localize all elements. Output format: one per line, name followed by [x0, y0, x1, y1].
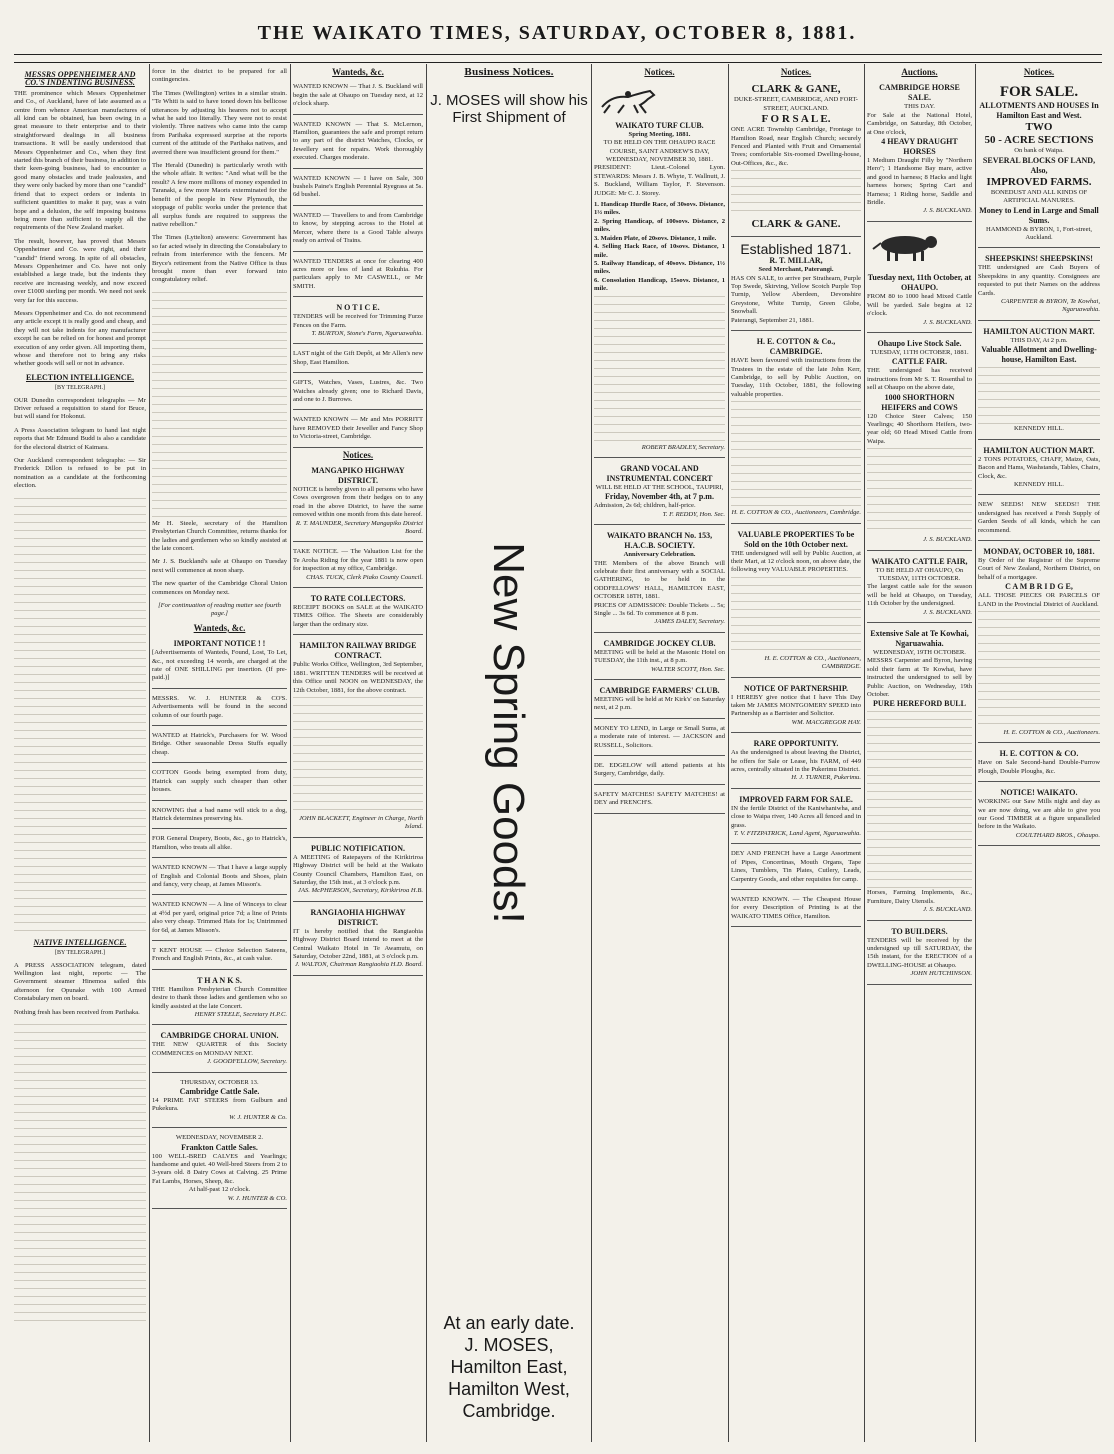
- continuation-note: [For continuation of reading matter see fourth page.]: [158, 602, 281, 618]
- ad-heading: TO RATE COLLECTORS.: [310, 594, 406, 604]
- ad-body: WANTED KNOWN — That S. McLernon, Hamilton, guarantees the safe and prompt return to any part of the district Watches, Clocks, or Jewellery sent for repairs. Work thoroughly executed. Charges moderate.: [293, 120, 423, 162]
- moses-footer: [428, 1312, 590, 1422]
- race-item: 5. Railway Handicap, of 40sovs. Distance, 1½ miles.: [594, 259, 725, 276]
- ad-body: TENDERS will be received by the undersigned up till SATURDAY, the 15th instant, for the ERECTION of a DWELLING-HOUSE at Ohaupo.: [867, 936, 972, 969]
- advertisement: [152, 804, 287, 830]
- ad-heading: C A M B R I D G E,: [1005, 582, 1073, 592]
- column-8: [978, 68, 1100, 1442]
- ad-body: On bank of Waipa.: [1014, 147, 1064, 155]
- advertisement: [293, 347, 423, 373]
- column-rule: [591, 64, 592, 1442]
- article-paragraph: The Times (Lyttelton) answers: Government has so far acted wisely in directing the Constabulary to refrain from interference with the fencers. Mr Bryce's retirement from the Native Office is thus brought more than ever forward into congratulatory relief.: [152, 234, 287, 284]
- ad-heading: Established 1871.: [740, 241, 852, 258]
- ad-subheading: Seed Merchant, Paterangi.: [758, 266, 834, 274]
- ad-body: NOTICE is hereby given to all persons who have Cows overgrown from their hedges on to any road in the above District, to have the same removed within one month from this date hereof.: [293, 486, 423, 519]
- ad-signature: J. GOODFELLOW, Secretary.: [207, 1058, 287, 1066]
- ad-highlight: 4 HEAVY DRAUGHT HORSES: [881, 137, 958, 157]
- ad-body: THE NEW QUARTER of this Society COMMENCES on MONDAY NEXT.: [152, 1041, 287, 1057]
- ad-date: TUESDAY, 11TH OCTOBER, 1881.: [870, 348, 969, 356]
- section-heading: Notices.: [644, 68, 675, 77]
- ad-body: TAKE NOTICE. — The Valuation List for the Te Aroha Riding for the year 1881 is now open for inspection at my office, Cambridge.: [293, 548, 423, 573]
- advertisement: [978, 80, 1100, 248]
- ad-body: HAS ON SALE, to arrive per Strathearn, Purple Top Swede, Skirving, Yellow Scotch Purple Top Turnip, Yellow Aberdeen, Devonshire Greystone, White Turnip, Green Globe, Snowball.: [731, 274, 861, 316]
- ad-body: WANTED TENDERS at once for clearing 400 acres more or less of land at Rukuhia. For particulars apply to Mr CASWELL, or Mr SMITH.: [293, 257, 423, 290]
- article-paragraph: Nothing fresh has been received from Parihaka.: [14, 1008, 140, 1016]
- column-rule: [290, 64, 291, 1442]
- ad-body: THE undersigned has received instructions from Mr S. T. Rosenthal to sell at Ohaupo on the above date,: [867, 367, 972, 392]
- ad-body: ALL THOSE PIECES OR PARCELS OF LAND in the Provincial District of Auckland.: [978, 592, 1100, 608]
- advertisement: [978, 324, 1100, 440]
- advertisement: [867, 80, 972, 221]
- ad-body: MONEY TO LEND, in Large or Small Sums, at a moderate rate of interest. — JACKSON and RUSSELL, Solicitors.: [594, 724, 725, 749]
- article-paragraph: Messrs Oppenheimer and Co. do not recommend any article except it is really good and cheap, and they will not take indents for any manufacturer except he can be relied on for honest and prompt execution of any order given. All importing them, whose and therefore not to bring any risks whether goods will sell or not in advance.: [14, 309, 146, 368]
- ad-body: THE undersigned are Cash Buyers of Sheepskins in any quantity. Consignees are requested to put their Names on the address Cards.: [978, 264, 1100, 297]
- ad-heading: Extensive Sale at Te Kowhai, Ngaruawahia.: [870, 629, 969, 648]
- ad-body: FROM 80 to 1000 head Mixed Cattle Will be yarded. Sale begins at 12 o'clock.: [867, 293, 972, 318]
- ad-heading: NOTICE! WAIKATO.: [1000, 788, 1078, 798]
- ad-signature: J. S. BUCKLAND.: [923, 318, 972, 326]
- article-paragraph: Our Auckland correspondent telegraphs: — Sir Frederick Dillon is refused to be put in nomination as a candidate at the forthcoming election.: [14, 457, 146, 490]
- ad-body: COTTON Goods being exempted from duty, Hatrick can supply such cheaper than other houses.: [152, 769, 287, 794]
- ad-body: TO BE HELD ON THE OHAUPO RACE COURSE, SAINT ANDREW'S DAY, WEDNESDAY, NOVEMBER 30, 1881.: [603, 139, 716, 164]
- ad-body: For Sale at the National Hotel, Cambridge, on Saturday, 8th October, at One o'clock,: [867, 111, 972, 136]
- ad-signature: JOHN HUTCHINSON.: [910, 970, 972, 978]
- ad-body: By Order of the Registrar of the Supreme Court of New Zealand, Northern District, on behalf of a mortgagee.: [978, 556, 1100, 581]
- ad-signature: W. J. HUNTER & CO.: [227, 1194, 287, 1202]
- advertisement: [293, 209, 423, 252]
- ad-signature: CHAS. TUCK, Clerk Piako County Council.: [306, 573, 423, 581]
- ad-body: NEW SEEDS! NEW SEEDS!! THE undersigned has received a Fresh Supply of Garden Seeds of all kinds, which he can recommend.: [978, 501, 1100, 534]
- race-item: 2. Spring Handicap, of 100sovs. Distance, 2 miles.: [594, 217, 725, 234]
- ad-body: WANTED KNOWN — A line of Winceys to clear at 4½d per yard, original price 7d; a line of Prints also very cheap. Trimmed Hats for 1s; Untrimmed for 6d, at James Misson's.: [152, 901, 287, 934]
- ad-heading: MONDAY, OCTOBER 10, 1881.: [983, 546, 1095, 556]
- column-3: [293, 68, 423, 1442]
- ad-subheading: WILL BE HELD AT THE SCHOOL, TAUPIRI,: [595, 483, 724, 491]
- ad-heading: RANGIAOHIA HIGHWAY DISTRICT.: [310, 907, 406, 927]
- article-headline: MESSRS OPPENHEIMER AND CO.'S INDENTING BUSINESS.: [24, 70, 136, 88]
- advertisement: [293, 376, 423, 410]
- ad-body: DEY AND FRENCH have a Large Assortment of Pipes, Concertinas, Mouth Organs, Tape Lines, Tumblers, Tin Plates, Cutlery, Leads, Carpentry Goods, and other requisites for camp.: [731, 850, 861, 883]
- advertisement: [293, 300, 423, 344]
- ad-heading: WAIKATO BRANCH No. 153, H.A.C.B. SOCIETY.: [606, 531, 713, 551]
- ad-body: GIFTS, Watches, Vases, Lustres, &c. Two Watches already given; one to Richard Davis, and one to J. Burrows.: [293, 379, 423, 403]
- advertisement: [867, 554, 972, 623]
- text-block: [293, 695, 423, 815]
- article-paragraph: The new quarter of the Cambridge Choral Union commences on Monday next.: [152, 580, 287, 596]
- ad-body: WANTED KNOWN — Mr and Mrs PORRITT have REMOVED their Jeweller and Fancy Shop to Victoria-street, Cambridge.: [293, 416, 423, 441]
- ad-heading: F O R S A L E.: [761, 113, 831, 126]
- section-headline: NATIVE INTELLIGENCE.: [33, 937, 127, 947]
- advertisement: [152, 766, 287, 800]
- ad-signature: CARPENTER & BYRON, Te Kowhai, Ngaruawahia.: [1000, 298, 1100, 314]
- masthead-rule-bottom: [14, 62, 1102, 63]
- ad-body: IN the fertile District of the Kaniwhaniwha, and close to Waipa river, 140 Acres all fenced and in grass.: [731, 804, 861, 829]
- ad-signature: KENNEDY HILL.: [1014, 480, 1064, 488]
- advertisement: [594, 683, 725, 719]
- advertisement: [594, 636, 725, 680]
- moses-location: Cambridge.: [462, 1401, 556, 1421]
- moses-date-line: At an early date.: [443, 1313, 575, 1333]
- moses-location: Hamilton East,: [450, 1357, 568, 1377]
- advertisement: [152, 692, 287, 726]
- column-7: [867, 68, 972, 1442]
- article-paragraph: THE prominence which Messrs Oppenheimer and Co., of Auckland, have of late assumed as a centre from whence American manufactures of all kind can be obtained, has been owing in a great measure to their enterprise and to their straightforward dealings in all business transactions. It will be easily understood that Messrs Oppenheimer and Co., when they first started this branch of their business, in addition to their keen-going business, had to encounter a good many obstacles and trade jealousies, and they were only backed by more than one "candid" friend that to expect orders or indents in sufficient quantities to make it pay, was a vain hope and a delusion, the self imposing business being more than sufficient to supply all the requirements of the New Zealand market.: [14, 89, 146, 232]
- text-block: [152, 290, 287, 520]
- ad-signature: CLARK & GANE.: [751, 218, 841, 231]
- ad-heading: Tuesday next, 11th October, at OHAUPO.: [867, 273, 972, 293]
- text-block: [594, 294, 725, 444]
- ad-body: MESSRS. W. J. HUNTER & CO'S. Advertisements will be found in the second column of our fourth page.: [152, 694, 287, 719]
- advertisement: [978, 785, 1100, 846]
- ad-body: THE undersigned will sell by Public Auction, at their Mart, at 12 o'clock noon, on above date, the following very VALUABLE PROPERTIES.: [731, 549, 861, 574]
- ad-body: Admission, 2s 6d; children, half-price.: [594, 502, 696, 510]
- ad-heading: MANGAPIKO HIGHWAY DISTRICT.: [311, 466, 405, 485]
- ad-heading: T H A N K S.: [197, 975, 242, 985]
- ad-heading: PUBLIC NOTIFICATION.: [310, 843, 406, 853]
- ad-signature: ROBERT BRADLEY, Secretary.: [641, 443, 725, 451]
- ad-heading: ALLOTMENTS AND HOUSES In Hamilton East and West.: [979, 101, 1099, 121]
- moses-vertical-banner: [478, 288, 538, 1188]
- ad-body: 1 Medium Draught Filly by "Northern Hero"; 1 Handsome Bay mare, active and good in harness; 8 Hacks and light harness horses; Spring Cart and Harness; 1 Riding horse, Saddle and Bridle.: [867, 157, 972, 207]
- ad-heading: GRAND VOCAL AND INSTRUMENTAL CONCERT: [606, 463, 713, 483]
- ad-body: ONE ACRE Township Cambridge, Frontage to Hamilton Road, near English Church; securely Fenced and Planted with Fruit and Ornamental Trees; comfortable Six-roomed Dwelling-house, Out-Offices, &c., &c.: [731, 126, 861, 167]
- column-rule: [864, 64, 865, 1442]
- ad-signature: T. F. REDDY, Hon. Sec.: [662, 510, 725, 518]
- advertisement: [594, 528, 725, 633]
- advertisement: [152, 636, 287, 689]
- advertisement: [731, 527, 861, 678]
- race-item: 4. Selling Hack Race, of 10sovs. Distance, 1 mile.: [594, 243, 725, 259]
- text-block: [867, 446, 972, 536]
- column-rule: [149, 64, 150, 1442]
- ad-body: [Advertisements of Wanteds, Found, Lost, To Let, &c., not exceeding 14 words, are charged at the rate of ONE SHILLING per insertion. (If pre-paid.)]: [152, 649, 287, 682]
- ad-signature: J. WALTON, Chairman Rangiaohia H.D. Board.: [295, 961, 423, 969]
- ad-body: PRESIDENT: Lieut.-Colonel Lyon. STEWARDS: Messrs J. B. Whyte, T. Wallnutt, J. S. Buckland, William Taylor, F. Stevenson. JUDGE: Mr C. J. Storey.: [594, 164, 725, 197]
- advertisement: [867, 336, 972, 551]
- column-rule: [728, 64, 729, 1442]
- ad-heading: Frankton Cattle Sales.: [181, 1142, 258, 1152]
- article-paragraph: The Times (Wellington) writes in a similar strain. "Te Whiti is said to have toned down his bellicose utterances by adjusting his hearers not to accept what he said too literally. They were not to resist violently. Three natives who came into the camp from Parihaka expressed surprise at the reports current of the attitude of the Parihaka natives, and averred there was insufficient ground for them.": [152, 89, 287, 156]
- ad-heading: SHEEPSKINS! SHEEPSKINS!: [985, 254, 1093, 264]
- ad-highlight: 1000 SHORTHORN HEIFERS and COWS: [881, 392, 958, 412]
- ad-heading: CLARK & GANE,: [751, 83, 841, 96]
- column-6: [731, 68, 861, 1442]
- ad-body: LAST night of the Gift Depôt, at Mr Allen's new Shop, East Hamilton.: [293, 350, 423, 366]
- advertisement: [152, 729, 287, 763]
- advertisement: [152, 1076, 287, 1129]
- advertisement: [731, 681, 861, 734]
- ad-signature: J. S. BUCKLAND.: [923, 536, 972, 544]
- section-heading: Notices.: [780, 68, 812, 77]
- advertisement: [152, 973, 287, 1026]
- ad-heading: H. E. COTTON & Co., CAMBRIDGE.: [756, 337, 836, 357]
- ad-body: WANTED — Travellers to and from Cambridge to know, by stepping across to the Hotel at Mercer, where there is a Good Table always ready on arrival of Trains.: [293, 211, 423, 245]
- ad-signature: H. E. COTTON & CO., Auctioneers, CAMBRIDGE.: [764, 654, 861, 671]
- advertisement: [978, 746, 1100, 782]
- advertisement: [731, 240, 861, 331]
- advertisement: [293, 463, 423, 542]
- advertisement: [152, 1028, 287, 1072]
- ad-highlight: PURE HEREFORD BULL: [873, 699, 966, 709]
- advertisement: [152, 832, 287, 858]
- ad-body: The largest cattle sale for the season will be held at Ohaupo, on Tuesday, 11th October by the undersigned.: [867, 583, 972, 608]
- advertisement: [293, 172, 423, 206]
- ad-subheading: Anniversary Celebration.: [623, 551, 696, 559]
- ad-signature: JAS. McPHERSON, Secretary, Kirikiriroa H.B.: [298, 887, 423, 895]
- advertisement: [594, 722, 725, 756]
- text-block: [14, 1022, 146, 1322]
- ad-heading: CAMBRIDGE CHORAL UNION.: [160, 1031, 279, 1041]
- article-paragraph: Mr H. Steele, secretary of the Hamilton Presbyterian Church Committee, returns thanks for the ladies and gentlemen who so kindly assisted at the late concert.: [152, 519, 287, 552]
- race-item: 1. Handicap Hurdle Race, of 30sovs. Distance, 1½ miles.: [594, 201, 725, 217]
- article-paragraph: A PRESS ASSOCIATION telegram, dated Wellington last night, reports: — The Government steamer Hinemoa sailed this afternoon for Opunake with 100 Armed Constabulary men on board.: [14, 961, 146, 1003]
- advertisement: [731, 736, 861, 789]
- ad-body: IT is hereby notified that the Rangiaohia Highway District Board intend to meet at the Central Waikato Hotel in Te Awamutu, on Saturday, October 22nd, 1881, at 3 o'clock p.m.: [293, 927, 423, 960]
- section-heading: Notices.: [342, 449, 374, 460]
- advertisement: [731, 334, 861, 523]
- advertisement: [594, 759, 725, 785]
- racehorse-illustration: [594, 85, 664, 115]
- ad-date: THIS DAY.: [904, 103, 935, 111]
- advertisement: [978, 443, 1100, 496]
- section-heading: Business Notices.: [464, 68, 554, 78]
- advertisement: [978, 544, 1100, 743]
- section-heading: Auctions.: [901, 68, 938, 77]
- ad-body: WANTED KNOWN — That J. S. Buckland will begin the sale at Ohaupo on Tuesday next, at 12 o'clock sharp.: [293, 83, 423, 108]
- ad-date: WEDNESDAY, NOVEMBER 2.: [175, 1134, 264, 1142]
- ad-signature: W. J. HUNTER & Co.: [229, 1113, 287, 1121]
- advertisement: [978, 498, 1100, 541]
- ad-body: SAFETY MATCHES! SAFETY MATCHES! at DEY and FRENCH'S.: [594, 790, 725, 807]
- ad-body: DE. EDGELOW will attend patients at his Surgery, Cambridge, daily.: [594, 762, 725, 778]
- ad-body: WORKING our Saw Mills night and day as we are now doing, we are able to give you our Good TIMBER at a figure unparalleled before in the Waikato.: [978, 798, 1100, 831]
- ad-signature: JOHN BLACKETT, Engineer in Charge, North Island.: [298, 814, 423, 831]
- ad-body: T KENT HOUSE — Choice Selection Sateens, French and English Prints, &c., at cash value.: [152, 946, 287, 963]
- ad-time: At half-past 12 o'clock.: [188, 1186, 251, 1194]
- masthead: THE WAIKATO TIMES, SATURDAY, OCTOBER 8, 1881.: [257, 22, 857, 44]
- column-1: [14, 68, 146, 1442]
- ad-body: 120 Choice Steer Calves; 150 Yearlings; 40 Shorthorn Heifers, two-year old; 60 Head Mixed Cattle from Waipa.: [867, 412, 972, 445]
- ad-date: THIS DAY, At 2 p.m.: [1010, 336, 1068, 344]
- ad-heading: VALUABLE PROPERTIES To be Sold on the 10th October next.: [737, 529, 855, 549]
- ad-body: THE Members of the above Branch will celebrate their first anniversary with a SOCIAL GATHERING, to be held in the ODDFELLOWS' HALL, HAMILTON EAST, OCTOBER 18TH, 1881.: [594, 559, 725, 601]
- ad-heading: CAMBRIDGE JOCKEY CLUB.: [603, 638, 716, 648]
- ad-subheading: CATTLE FAIR.: [891, 357, 948, 367]
- ad-heading: 50 - ACRE SECTIONS: [984, 134, 1094, 147]
- ad-signature: R. T. MAUNDER, Secretary Mangapiko District Board.: [295, 519, 423, 536]
- masthead-rule-top: [14, 54, 1102, 55]
- ad-heading: Ohaupo Live Stock Sale.: [877, 338, 962, 348]
- ad-date: Friday, November 4th, at 7 p.m.: [605, 492, 714, 502]
- ad-signature: H. E. COTTON & CO., Auctioneers, Cambridge.: [731, 509, 861, 517]
- ad-subheading: TO BE HELD AT OHAUPO, On TUESDAY, 11TH OCTOBER.: [875, 566, 964, 582]
- advertisement: [731, 893, 861, 927]
- ad-signature: WM. MACGREGOR HAY.: [791, 718, 861, 726]
- ad-signature: WALTER SCOTT, Hon. Sec.: [650, 665, 725, 673]
- column-5: [594, 68, 725, 1442]
- advertisement: [978, 251, 1100, 320]
- advertisement: [594, 461, 725, 525]
- advertisement: [152, 1131, 287, 1209]
- bull-illustration: [867, 229, 947, 263]
- ad-heading: TWO: [1025, 121, 1053, 134]
- ad-body: HAVE been favoured with instructions from the Trustees in the estate of the late John Kerr, Cambridge, to sell by Public Auction, on Tuesday, 11th October, 1881, the following valuable properties.: [731, 357, 861, 398]
- ad-body: A MEETING of Ratepayers of the Kirikiriroa Highway District will be held at the Waikato County Council Chambers, Hamilton East, on Saturday, the 15th inst., at 3 o'clock p.m.: [293, 853, 423, 886]
- ad-heading: IMPROVED FARM FOR SALE.: [739, 794, 853, 804]
- ad-signature: J. S. BUCKLAND.: [923, 906, 972, 914]
- ad-signature: JAMES DALEY, Secretary.: [654, 618, 725, 626]
- ad-heading: FOR SALE.: [999, 84, 1079, 101]
- ad-body: THE Hamilton Presbyterian Church Committee desire to thank those ladies and gentlemen who so kindly assisted at the late Concert.: [152, 985, 287, 1010]
- advertisement: [594, 788, 725, 814]
- ad-heading: Cambridge Cattle Sale.: [179, 1087, 260, 1097]
- article-paragraph: A Press Association telegram to hand last night reports that Mr Edmund Budd is also a candidate for the electoral district of Kaimara.: [14, 426, 146, 451]
- ad-subheading: DUKE-STREET, CAMBRIDGE, AND FORT-STREET, AUCKLAND.: [734, 96, 858, 112]
- ad-body: MEETING will be held at the Masonic Hotel on TUESDAY, the 11th inst., at 8 p.m.: [594, 648, 725, 665]
- text-block: [731, 399, 861, 509]
- text-block: [867, 709, 972, 889]
- moses-vertical-text: New Spring Goods!: [484, 542, 533, 924]
- ad-signature: T. V. FITZPATRICK, Land Agent, Ngaruawahia.: [733, 830, 861, 838]
- ad-body: 100 WELL-BRED CALVES and Yearlings; handsome and quiet. 40 Well-bred Steers from 2 to 3-years old. 8 Dairy Cows at Calving. 25 Prime Fat Lambs, Horses, Sheep, &c.: [152, 1152, 287, 1185]
- ad-body: 14 PRIME FAT STEERS from Gulburn and Pukekura.: [152, 1097, 287, 1113]
- moses-advertisement: [428, 68, 590, 1442]
- ad-signature: COULTHARD BROS., Ohaupo.: [1015, 831, 1100, 839]
- ad-body: KNOWING that a bad name will stick to a dog, Hatrick determines preserving his.: [152, 806, 287, 822]
- ad-body: MEETING will be held at Mr Kirk's' on Saturday next, at 2 p.m.: [594, 696, 725, 712]
- ad-body: BONEDUST AND ALL KINDS OF ARTIFICIAL MANURES.: [990, 188, 1088, 205]
- section-heading: Notices.: [1023, 68, 1055, 77]
- ad-body: TENDERS will be received for Trimming Furze Fences on the Farm.: [293, 313, 423, 329]
- race-item: 6. Consolation Handicap, 15sovs. Distance, 1 mile.: [594, 276, 725, 293]
- ad-heading: N O T I C E.: [336, 303, 380, 313]
- advertisement: [293, 545, 423, 588]
- ad-body: WANTED at Hatrick's, Purchasers for W. Wood Bridge. Other seasonable Dress Stuffs equally cheap.: [152, 732, 287, 756]
- race-item: 3. Maiden Plate, of 20sovs. Distance, 1 mile.: [594, 234, 717, 242]
- ad-body: WANTED KNOWN — That I have a large supply of English and Colonial Boots and Shoes, plain and fancy, very cheap, at James Misson's.: [152, 864, 287, 888]
- ad-body: Horses, Farming Implements, &c., Furniture, Dairy Utensils.: [867, 889, 972, 905]
- ad-body: MESSRS Carpenter and Byron, having sold their farm at Te Kowhai, have instructed the undersigned to sell by Public Auction, on Wednesday, 19th October.: [867, 657, 972, 699]
- ad-signature: HENRY STEELE, Secretary H.P.C.: [194, 1011, 287, 1018]
- ad-date: Paterangi, September 21, 1881.: [731, 316, 814, 324]
- column-2: [152, 68, 287, 1442]
- text-block: [14, 496, 146, 936]
- advertisement: [867, 626, 972, 921]
- advertisement: [293, 255, 423, 298]
- ad-heading: RARE OPPORTUNITY.: [753, 739, 839, 749]
- ad-heading: R. T. MILLAR,: [769, 256, 823, 266]
- ad-heading: WAIKATO CATTLE FAIR,: [871, 556, 968, 566]
- ad-body: FOR General Drapery, Boots, &c., go to Hatrick's, Hamilton, who treats all alike.: [152, 835, 287, 851]
- advertisement: [293, 591, 423, 635]
- text-block: [731, 575, 861, 655]
- ad-heading: HAMILTON AUCTION MART.: [983, 445, 1095, 455]
- moses-name: J. MOSES,: [464, 1335, 554, 1355]
- ad-body: 2 TONS POTATOES, CHAFF, Maize, Oats, Bacon and Hams, Washstands, Tables, Chairs, Clock, &c.: [978, 455, 1100, 480]
- ad-body: RECEIPT BOOKS on SALE at the WAIKATO TIMES Office. The Sheets are considerably larger than the ordinary size.: [293, 604, 423, 628]
- advertisement: [152, 898, 287, 941]
- ad-date: THURSDAY, OCTOBER 13.: [180, 1078, 259, 1086]
- advertisement: [293, 118, 423, 169]
- ad-heading: CAMBRIDGE HORSE SALE.: [879, 83, 960, 103]
- article-paragraph: The Herald (Dunedin) is particularly wroth with the whole affair. It writes: "And what will be the result? A few more millions of money expended in Taranaki, a few more Maoris exterminated for the benefit of the people in New Plymouth, the stoppage of public works under the pretence that all surplus funds are required to suppress the native rebellion.": [152, 162, 287, 228]
- ad-body: WANTED KNOWN. — The Cheapest House for every Description of Printing is at the WAIKATO TIMES Office, Hamilton.: [731, 896, 861, 920]
- ad-heading: IMPROVED FARMS.: [986, 175, 1092, 188]
- advertisement: [867, 270, 972, 333]
- advertisement: [293, 413, 423, 447]
- article-paragraph: force in the district to be prepared for all contingencies.: [152, 68, 287, 84]
- advertisement: [293, 905, 423, 976]
- advertisement: [293, 80, 423, 114]
- column-rule: [975, 64, 976, 1442]
- advertisement: [594, 80, 725, 458]
- ad-signature: J. S. BUCKLAND.: [923, 207, 972, 215]
- ad-heading: IMPORTANT NOTICE ! !: [173, 639, 266, 649]
- ad-signature: H. J. TURNER, Pukerimu.: [791, 774, 861, 782]
- ad-signature: HAMMOND & BYRON, 1, Fort-street, Auckland.: [985, 225, 1093, 242]
- text-block: [978, 365, 1100, 425]
- moses-intro: J. MOSES will show his First Shipment of: [430, 92, 588, 126]
- ad-body: I HEREBY give notice that I have This Day taken Mr JAMES MONTGOMERY SPEED into Partnership as a Barrister and Solicitor.: [731, 693, 861, 718]
- ad-signature: KENNEDY HILL.: [1014, 425, 1064, 433]
- ad-heading: NOTICE OF PARTNERSHIP.: [743, 683, 849, 693]
- byline: [BY TELEGRAPH.]: [55, 385, 105, 392]
- article-paragraph: OUR Dunedin correspondent telegraphs — Mr Driver refused a requisition to stand for Bruce, but will stand for Hokonui.: [14, 396, 146, 421]
- ad-heading: HAMILTON RAILWAY BRIDGE CONTRACT.: [299, 641, 417, 661]
- column-rule: [426, 64, 427, 1442]
- ad-body: As the undersigned is about leaving the District, he offers for Sale or Lease, his FARM, of 449 acres, centrally situated in the Pukerimu District.: [731, 749, 861, 773]
- advertisement: [731, 847, 861, 890]
- ad-body: Public Works Office, Wellington, 3rd September, 1881. WRITTEN TENDERS will be received at this Office until NOON on WEDNESDAY, the 12th October, 1881, for the above contract.: [293, 661, 423, 694]
- section-heading: Wanteds, &c.: [332, 68, 384, 77]
- advertisement: [731, 80, 861, 237]
- ad-body: PRICES OF ADMISSION: Double Tickets ... 5s; Single ... 3s 6d. To commence at 8 p.m.: [594, 601, 725, 617]
- ad-body: Valuable Allotment and Dwelling-house, Hamilton East.: [981, 345, 1097, 365]
- ad-heading: CAMBRIDGE FARMERS' CLUB.: [599, 686, 720, 696]
- ad-signature: T. BURTON, Stone's Farm, Ngaruawahia.: [311, 329, 423, 337]
- moses-location: Hamilton West,: [448, 1379, 570, 1399]
- byline: [BY TELEGRAPH.]: [55, 950, 105, 957]
- article-paragraph: The result, however, has proved that Messrs Oppenheimer and Co. were right, and their "candid" friend wrong. In spite of all obstacles, Messrs Oppenheimer and Co. have not only established a large trade, but the indents they receive are increasing weekly, and now exceed over £1000 sterling per month. We need not seek very far for this success.: [14, 237, 146, 304]
- advertisement: [867, 924, 972, 985]
- ad-body: WANTED KNOWN — I have on Sale, 300 bushels Paine's English Perennial Ryegrass at 5s. 6d bushel.: [293, 174, 423, 199]
- ad-heading: TO BUILDERS.: [891, 926, 948, 936]
- advertisement: [152, 861, 287, 895]
- advertisement: [152, 944, 287, 970]
- section-heading: Wanteds, &c.: [193, 622, 246, 633]
- advertisement: [293, 638, 423, 837]
- advertisement: [293, 841, 423, 902]
- ad-heading: Money to Lend in Large and Small Sums.: [979, 205, 1099, 225]
- text-block: [978, 609, 1100, 729]
- advertisement: [731, 792, 861, 845]
- ad-heading: HAMILTON AUCTION MART.: [983, 326, 1095, 336]
- section-headline: ELECTION INTELLIGENCE.: [25, 372, 135, 382]
- text-block: [731, 168, 861, 218]
- ad-subheading: Spring Meeting, 1881.: [628, 130, 691, 138]
- ad-date: WEDNESDAY, 19TH OCTOBER.: [873, 649, 966, 656]
- ad-body: Have on Sale Second-hand Double-Furrow Plough, Double Ploughs, &c.: [978, 759, 1100, 775]
- ad-signature: J. S. BUCKLAND.: [923, 608, 972, 616]
- ad-heading: WAIKATO TURF CLUB.: [615, 120, 704, 130]
- ad-signature: H. E. COTTON & CO., Auctioneers.: [1003, 728, 1100, 736]
- ad-heading: SEVERAL BLOCKS OF LAND, Also,: [982, 155, 1096, 175]
- article-paragraph: Mr J. S. Buckland's sale at Ohaupo on Tuesday next will commence at noon sharp.: [152, 558, 287, 574]
- ad-heading: H. E. COTTON & CO.: [999, 749, 1079, 759]
